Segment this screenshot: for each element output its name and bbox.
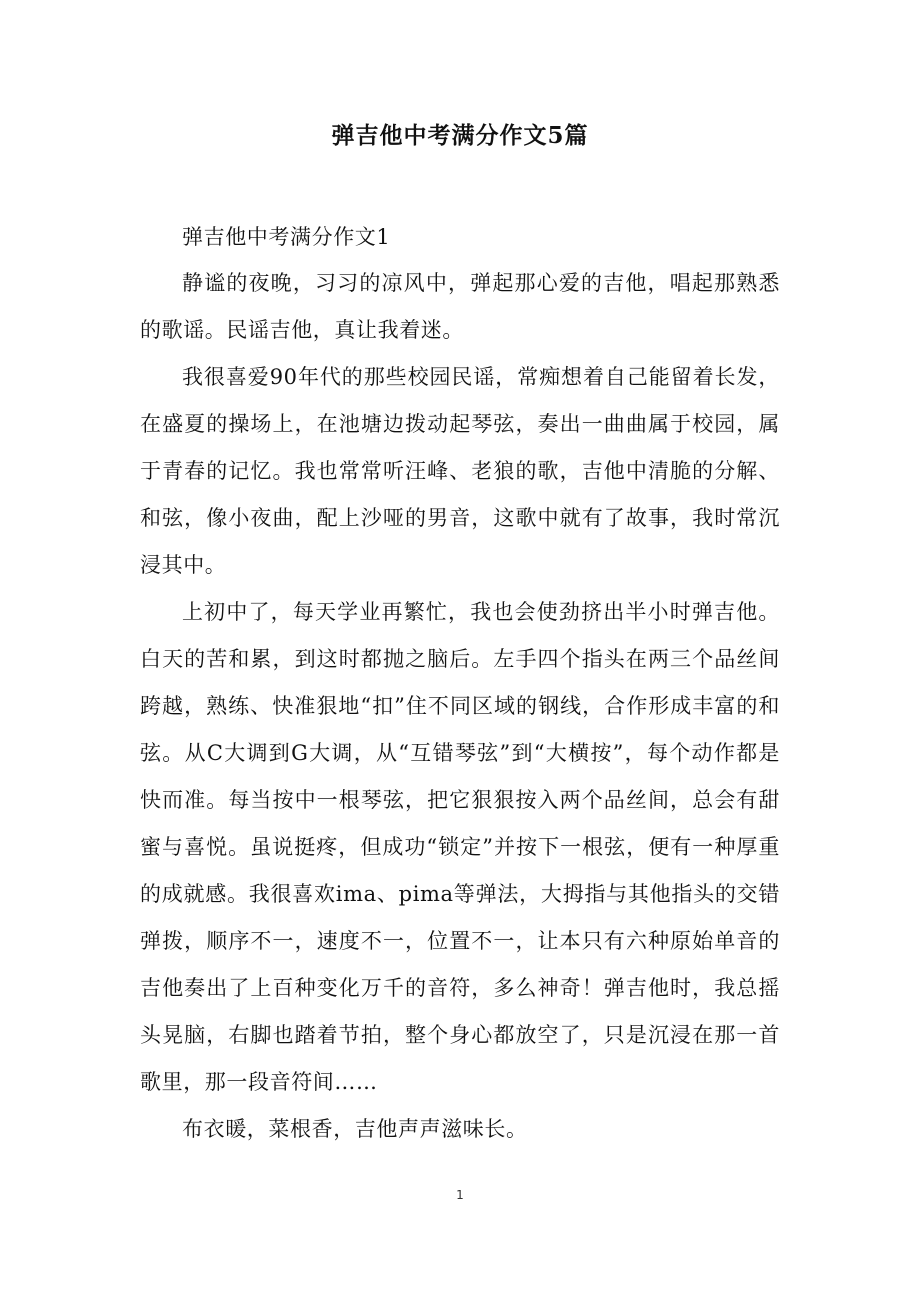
page-number: 1 xyxy=(456,1188,464,1202)
paragraph: 上初中了，每天学业再繁忙，我也会使劲挤出半小时弹吉他。白天的苦和累，到这时都抛之脑后。左手四个指头在两三个品丝间跨越，熟练、快准狠地“扣”住不同区域的钢线，合作形成丰富的和弦。从C大调到G大调，从“互错琴弦”到“大横按”，每个动作都是快而准。每当按中一根琴弦，把它狠狠按入两个品丝间，总会有甜蜜与喜悦。虽说挺疼，但成功“锁定”并按下一根弦，便有一种厚重的成就感。我很喜欢ima、pima等弹法，大拇指与其他指头的交错弹拨，顺序不一，速度不一，位置不一，让本只有六种原始单音的吉他奏出了上百种变化万千的音符，多么神奇！弹吉他时，我总摇头晃脑，右脚也踏着节拍，整个身心都放空了，只是沉浸在那一首歌里，那一段音符间…… xyxy=(140,600,780,1094)
paragraph: 布衣暖，菜根香，吉他声声滋味长。 xyxy=(182,1117,528,1141)
paragraph: 我很喜爱90年代的那些校园民谣，常痴想着自己能留着长发，在盛夏的操场上，在池塘边拨动起琴弦，奏出一曲曲属于校园，属于青春的记忆。我也常常听汪峰、老狼的歌，吉他中清脆的分解、和弦，像小夜曲，配上沙哑的男音，这歌中就有了故事，我时常沉浸其中。 xyxy=(140,365,780,577)
document-title: 弹吉他中考满分作文5篇 xyxy=(331,122,589,149)
document-body xyxy=(140,215,780,1153)
essay-heading: 弹吉他中考满分作文1 xyxy=(182,225,391,249)
paragraph: 静谧的夜晚，习习的凉风中，弹起那心爱的吉他，唱起那熟悉的歌谣。民谣吉他，真让我着迷。 xyxy=(140,271,780,342)
